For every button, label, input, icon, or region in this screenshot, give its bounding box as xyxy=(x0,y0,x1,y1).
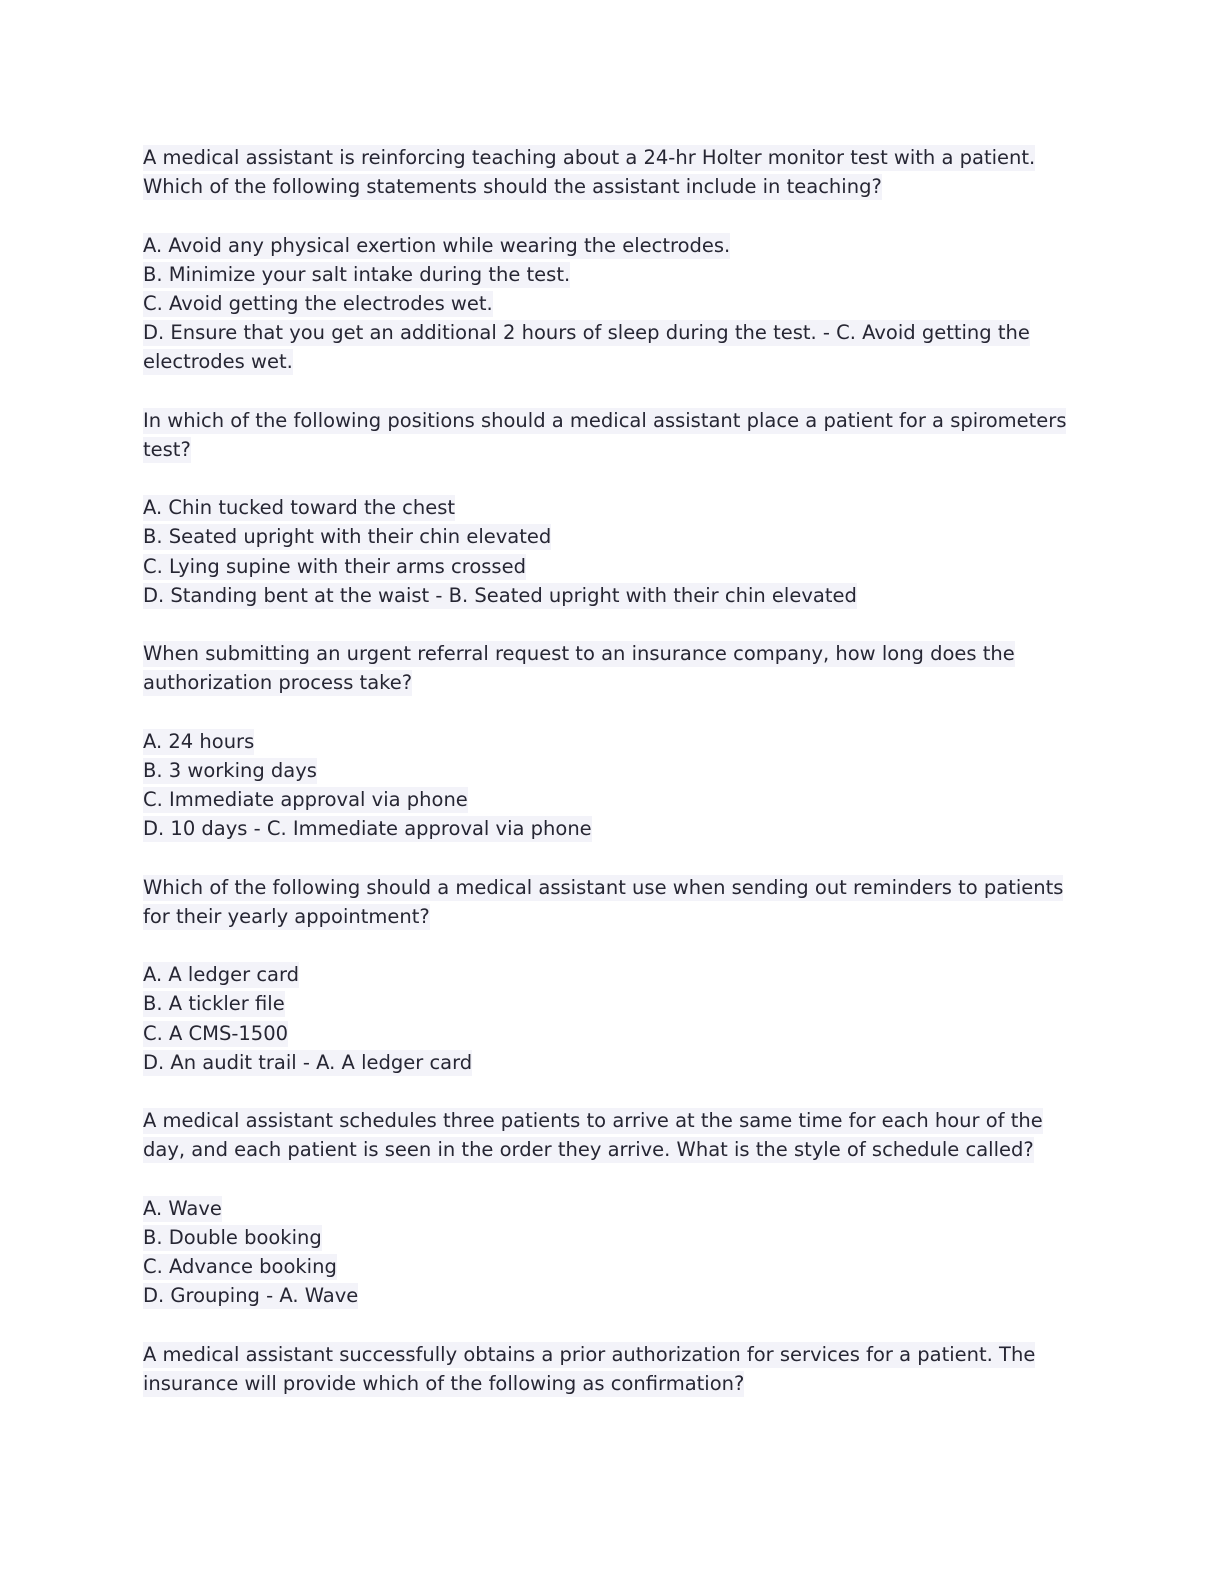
answer-option: D. 10 days - C. Immediate approval via phone xyxy=(143,817,592,841)
answer-option: C. Immediate approval via phone xyxy=(143,788,468,812)
question-block xyxy=(143,406,1103,610)
question-stem-line: insurance will provide which of the following as confirmation? xyxy=(143,1371,745,1395)
question-stem-line: test? xyxy=(143,437,191,461)
question-stem-line: A medical assistant successfully obtains a prior authorization for services for a patient. The xyxy=(143,1342,1036,1366)
answer-option: A. A ledger card xyxy=(143,963,300,987)
answer-option: C. Advance booking xyxy=(143,1255,337,1279)
answer-option: B. A tickler file xyxy=(143,992,285,1016)
question-stem-line: Which of the following statements should the assistant include in teaching? xyxy=(143,175,882,199)
question-stem-line: A medical assistant schedules three patients to arrive at the same time for each hour of the xyxy=(143,1109,1043,1133)
question-block xyxy=(143,873,1103,1077)
answer-option: D. An audit trail - A. A ledger card xyxy=(143,1050,473,1074)
answer-option: C. Avoid getting the electrodes wet. xyxy=(143,291,493,315)
answer-option: B. Seated upright with their chin elevated xyxy=(143,525,552,549)
question-stem-line: authorization process take? xyxy=(143,671,413,695)
answer-option: A. Avoid any physical exertion while wearing the electrodes. xyxy=(143,233,731,257)
answer-option: A. Chin tucked toward the chest xyxy=(143,496,456,520)
answer-option: C. A CMS-1500 xyxy=(143,1021,289,1045)
answer-option: B. Minimize your salt intake during the test. xyxy=(143,262,571,286)
answer-option: D. Grouping - A. Wave xyxy=(143,1284,359,1308)
question-stem-line: When submitting an urgent referral request to an insurance company, how long does the xyxy=(143,642,1015,666)
question-block xyxy=(143,1340,1103,1398)
answer-option: electrodes wet. xyxy=(143,350,293,374)
answer-option: A. Wave xyxy=(143,1196,222,1220)
answer-option: D. Ensure that you get an additional 2 hours of sleep during the test. - C. Avoid getting the xyxy=(143,321,1030,345)
answer-option: B. 3 working days xyxy=(143,758,317,782)
question-stem-line: day, and each patient is seen in the order they arrive. What is the style of schedule called? xyxy=(143,1138,1034,1162)
answer-option: D. Standing bent at the waist - B. Seated upright with their chin elevated xyxy=(143,583,857,607)
document-content xyxy=(143,143,1103,1427)
answer-option: B. Double booking xyxy=(143,1225,322,1249)
question-stem-line: In which of the following positions should a medical assistant place a patient for a spirometers xyxy=(143,408,1067,432)
question-block xyxy=(143,1106,1103,1310)
question-stem-line: A medical assistant is reinforcing teaching about a 24-hr Holter monitor test with a patient. xyxy=(143,146,1036,169)
question-block xyxy=(143,639,1103,843)
question-block xyxy=(143,143,1103,377)
answer-option: C. Lying supine with their arms crossed xyxy=(143,554,526,578)
answer-option: A. 24 hours xyxy=(143,729,255,753)
question-stem-line: Which of the following should a medical assistant use when sending out reminders to patients xyxy=(143,875,1064,899)
question-stem-line: for their yearly appointment? xyxy=(143,904,430,928)
